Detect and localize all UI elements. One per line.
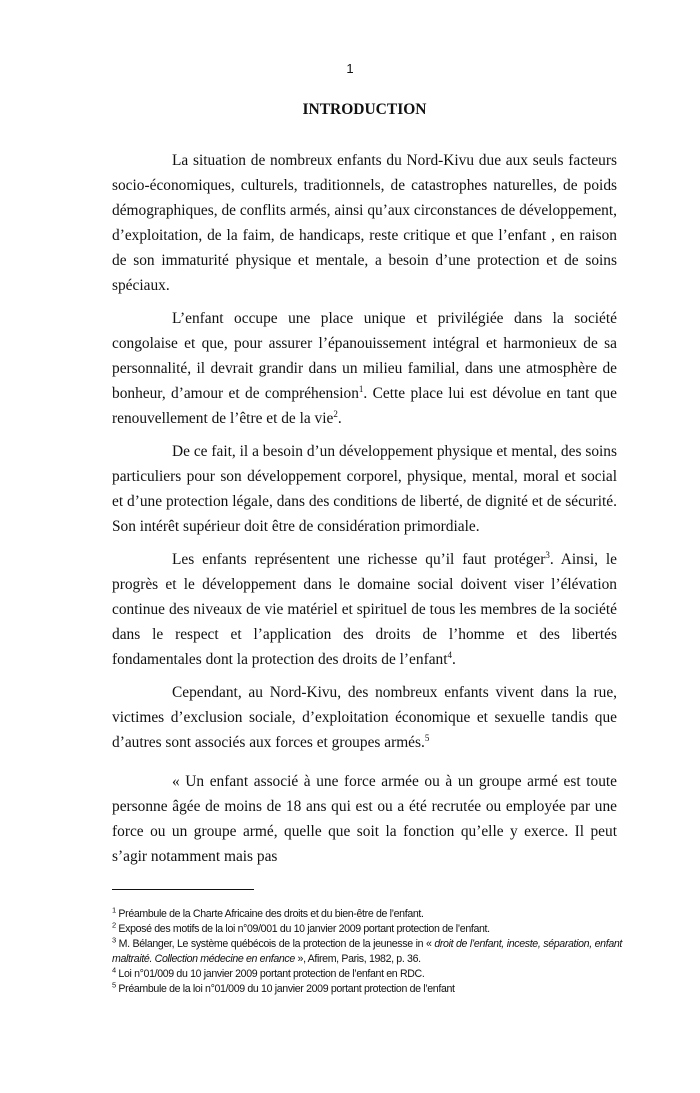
footnote-number: 3 [112, 935, 116, 945]
footnote-text: M. Bélanger, Le système québécois de la protection de la jeunesse in « [115, 938, 435, 950]
footnote-text: », Afirem, Paris, 1982, p. 36. [294, 953, 421, 965]
footnote [112, 982, 622, 997]
text: Les enfants représentent une richesse qu’il faut protéger [172, 551, 546, 568]
page-number: 1 [346, 61, 354, 76]
footnote [112, 937, 622, 967]
text: . [452, 651, 456, 668]
footnote [112, 967, 622, 982]
body-text [112, 148, 617, 877]
text: Cependant, au Nord-Kivu, des nombreux enfants vivent dans la rue, victimes d’exclusion sociale, d’exploitation économique et sexuelle tandis que d’autres sont associés aux forces et groupes armés. [112, 684, 617, 751]
paragraph: La situation de nombreux enfants du Nord-Kivu due aux seuls facteurs socio-économiques, culturels, traditionnels, de catastrophes naturelles, de poids démographiques, de conflits armés, ainsi qu’aux circonstances de développement, d’exploitation, de la faim, de handicaps, reste critique et que l’enfant , en raison de son immaturité physique et mentale, a besoin d’une protection et de soins spéciaux. [112, 152, 617, 294]
paragraph [112, 680, 617, 755]
text: . [337, 410, 342, 427]
footnote-ref[interactable]: 1 [358, 383, 364, 394]
footnote-number: 2 [112, 920, 116, 930]
text: . Ainsi, le progrès et le développement dans le domaine social doivent viser l’élévation continue des niveaux de vie matériel et spirituel de tous les membres de la société dans le respect et l’application des droits de l’homme et des libertés fondamentales dont la protection des droits de l’enfant [112, 551, 617, 668]
footnote [112, 922, 622, 937]
footnote-title: droit de l’enfant, inceste, séparation, enfant maltraité. Collection médecine en enfance [112, 938, 622, 965]
paragraph: « Un enfant associé à une force armée ou à un groupe armé est toute personne âgée de moins de 18 ans qui est ou a été recrutée ou employée par une force ou un groupe armé, quelle que soit la fonction qu’elle y exerce. Il peut s’agir notamment mais pas [112, 773, 617, 865]
footnote-text: Exposé des motifs de la loi n°09/001 du 10 janvier 2009 portant protection de l’enfant. [115, 923, 490, 935]
page-title: INTRODUCTION [302, 101, 427, 118]
footnote-ref[interactable]: 4 [447, 649, 452, 660]
footnote-number: 4 [112, 965, 116, 975]
paragraph [112, 547, 617, 672]
footnote-ref[interactable]: 3 [545, 549, 550, 560]
text: . Cette place lui est dévolue en tant que renouvellement de l’être et de la vie [112, 385, 617, 427]
footnote [112, 907, 622, 922]
spacer [0, 877, 700, 889]
text: L’enfant occupe une place unique et privilégiée dans la société congolaise et que, pour assurer l’épanouissement intégral et harmonieux de sa personnalité, il devrait grandir dans un milieu familial, dans une atmosphère de bonheur, d’amour et de compréhension [112, 310, 617, 402]
footnote-text: Loi n°01/009 du 10 janvier 2009 portant protection de l’enfant en RDC. [115, 968, 425, 980]
footnote-ref[interactable]: 2 [333, 408, 338, 419]
footnote-number: 1 [112, 905, 116, 915]
footnote-text: Préambule de la loi n°01/009 du 10 janvier 2009 portant protection de l’enfant [115, 983, 455, 995]
paragraph [112, 306, 617, 431]
footnote-separator [112, 889, 254, 890]
footnote-ref[interactable]: 5 [424, 732, 430, 743]
footnotes [112, 907, 622, 997]
footnote-text: Préambule de la Charte Africaine des droits et du bien-être de l’enfant. [115, 908, 424, 920]
footnote-number: 5 [112, 980, 116, 990]
paragraph: De ce fait, il a besoin d’un développement physique et mental, des soins particuliers pour son développement corporel, physique, mental, moral et social et d’une protection légale, dans des conditions de liberté, de dignité et de sécurité. Son intérêt supérieur doit être de considération primordiale. [112, 443, 617, 535]
